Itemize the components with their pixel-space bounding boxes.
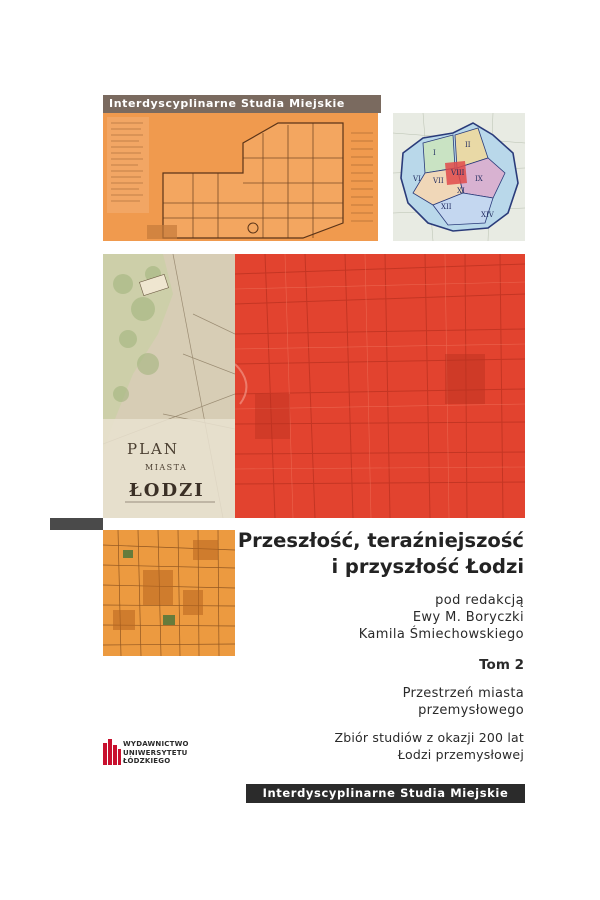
collection-line-2: Łodzi przemysłowej bbox=[397, 747, 524, 762]
book-title bbox=[224, 528, 524, 580]
publisher-line-1: WYDAWNICTWO bbox=[123, 740, 189, 748]
svg-text:XI: XI bbox=[457, 187, 465, 195]
publisher-line-2: UNIWERSYTETU bbox=[123, 748, 188, 757]
svg-text:IX: IX bbox=[475, 175, 483, 183]
title-line-1: Przeszłość, teraźniejszość bbox=[237, 529, 524, 552]
svg-text:XII: XII bbox=[441, 203, 452, 211]
svg-text:I: I bbox=[433, 149, 436, 157]
subtitle-line-2: przemysłowego bbox=[418, 703, 524, 718]
svg-text:VIII: VIII bbox=[451, 169, 465, 177]
publisher-line-3: ŁÓDZKIEGO bbox=[123, 757, 171, 765]
title-line-2: i przyszłość Łodzi bbox=[331, 555, 524, 578]
publisher-logo bbox=[103, 739, 203, 767]
svg-text:XIV: XIV bbox=[481, 211, 494, 219]
small-orange-map-image bbox=[103, 530, 235, 656]
accent-bar bbox=[50, 518, 103, 530]
red-map-image bbox=[235, 254, 525, 518]
editor-1: Ewy M. Boryczki bbox=[412, 610, 524, 625]
svg-text:VI: VI bbox=[413, 175, 421, 183]
collection-line-1: Zbiór studiów z okazji 200 lat bbox=[334, 730, 524, 745]
editor-2: Kamila Śmiechowskiego bbox=[358, 627, 524, 642]
svg-text:VII: VII bbox=[433, 177, 444, 185]
editors-intro: pod redakcją bbox=[435, 593, 524, 608]
subtitle bbox=[224, 685, 524, 719]
cover-text-block bbox=[224, 528, 524, 763]
orange-map-image bbox=[103, 113, 378, 241]
publisher-mark-icon bbox=[103, 739, 121, 765]
collection-note bbox=[224, 729, 524, 763]
volume-label: Tom 2 bbox=[479, 657, 524, 673]
editors bbox=[224, 592, 524, 643]
subtitle-line-1: Przestrzeń miasta bbox=[402, 686, 524, 701]
series-label-bottom: Interdyscyplinarne Studia Miejskie bbox=[246, 784, 525, 803]
svg-text:II: II bbox=[465, 141, 471, 149]
map-city-name: ŁODZI bbox=[129, 480, 205, 501]
map-city-word: MIASTA bbox=[145, 463, 188, 472]
district-map-image bbox=[393, 113, 525, 241]
map-plan-word: PLAN bbox=[127, 440, 180, 458]
series-label-top: Interdyscyplinarne Studia Miejskie bbox=[103, 95, 381, 113]
